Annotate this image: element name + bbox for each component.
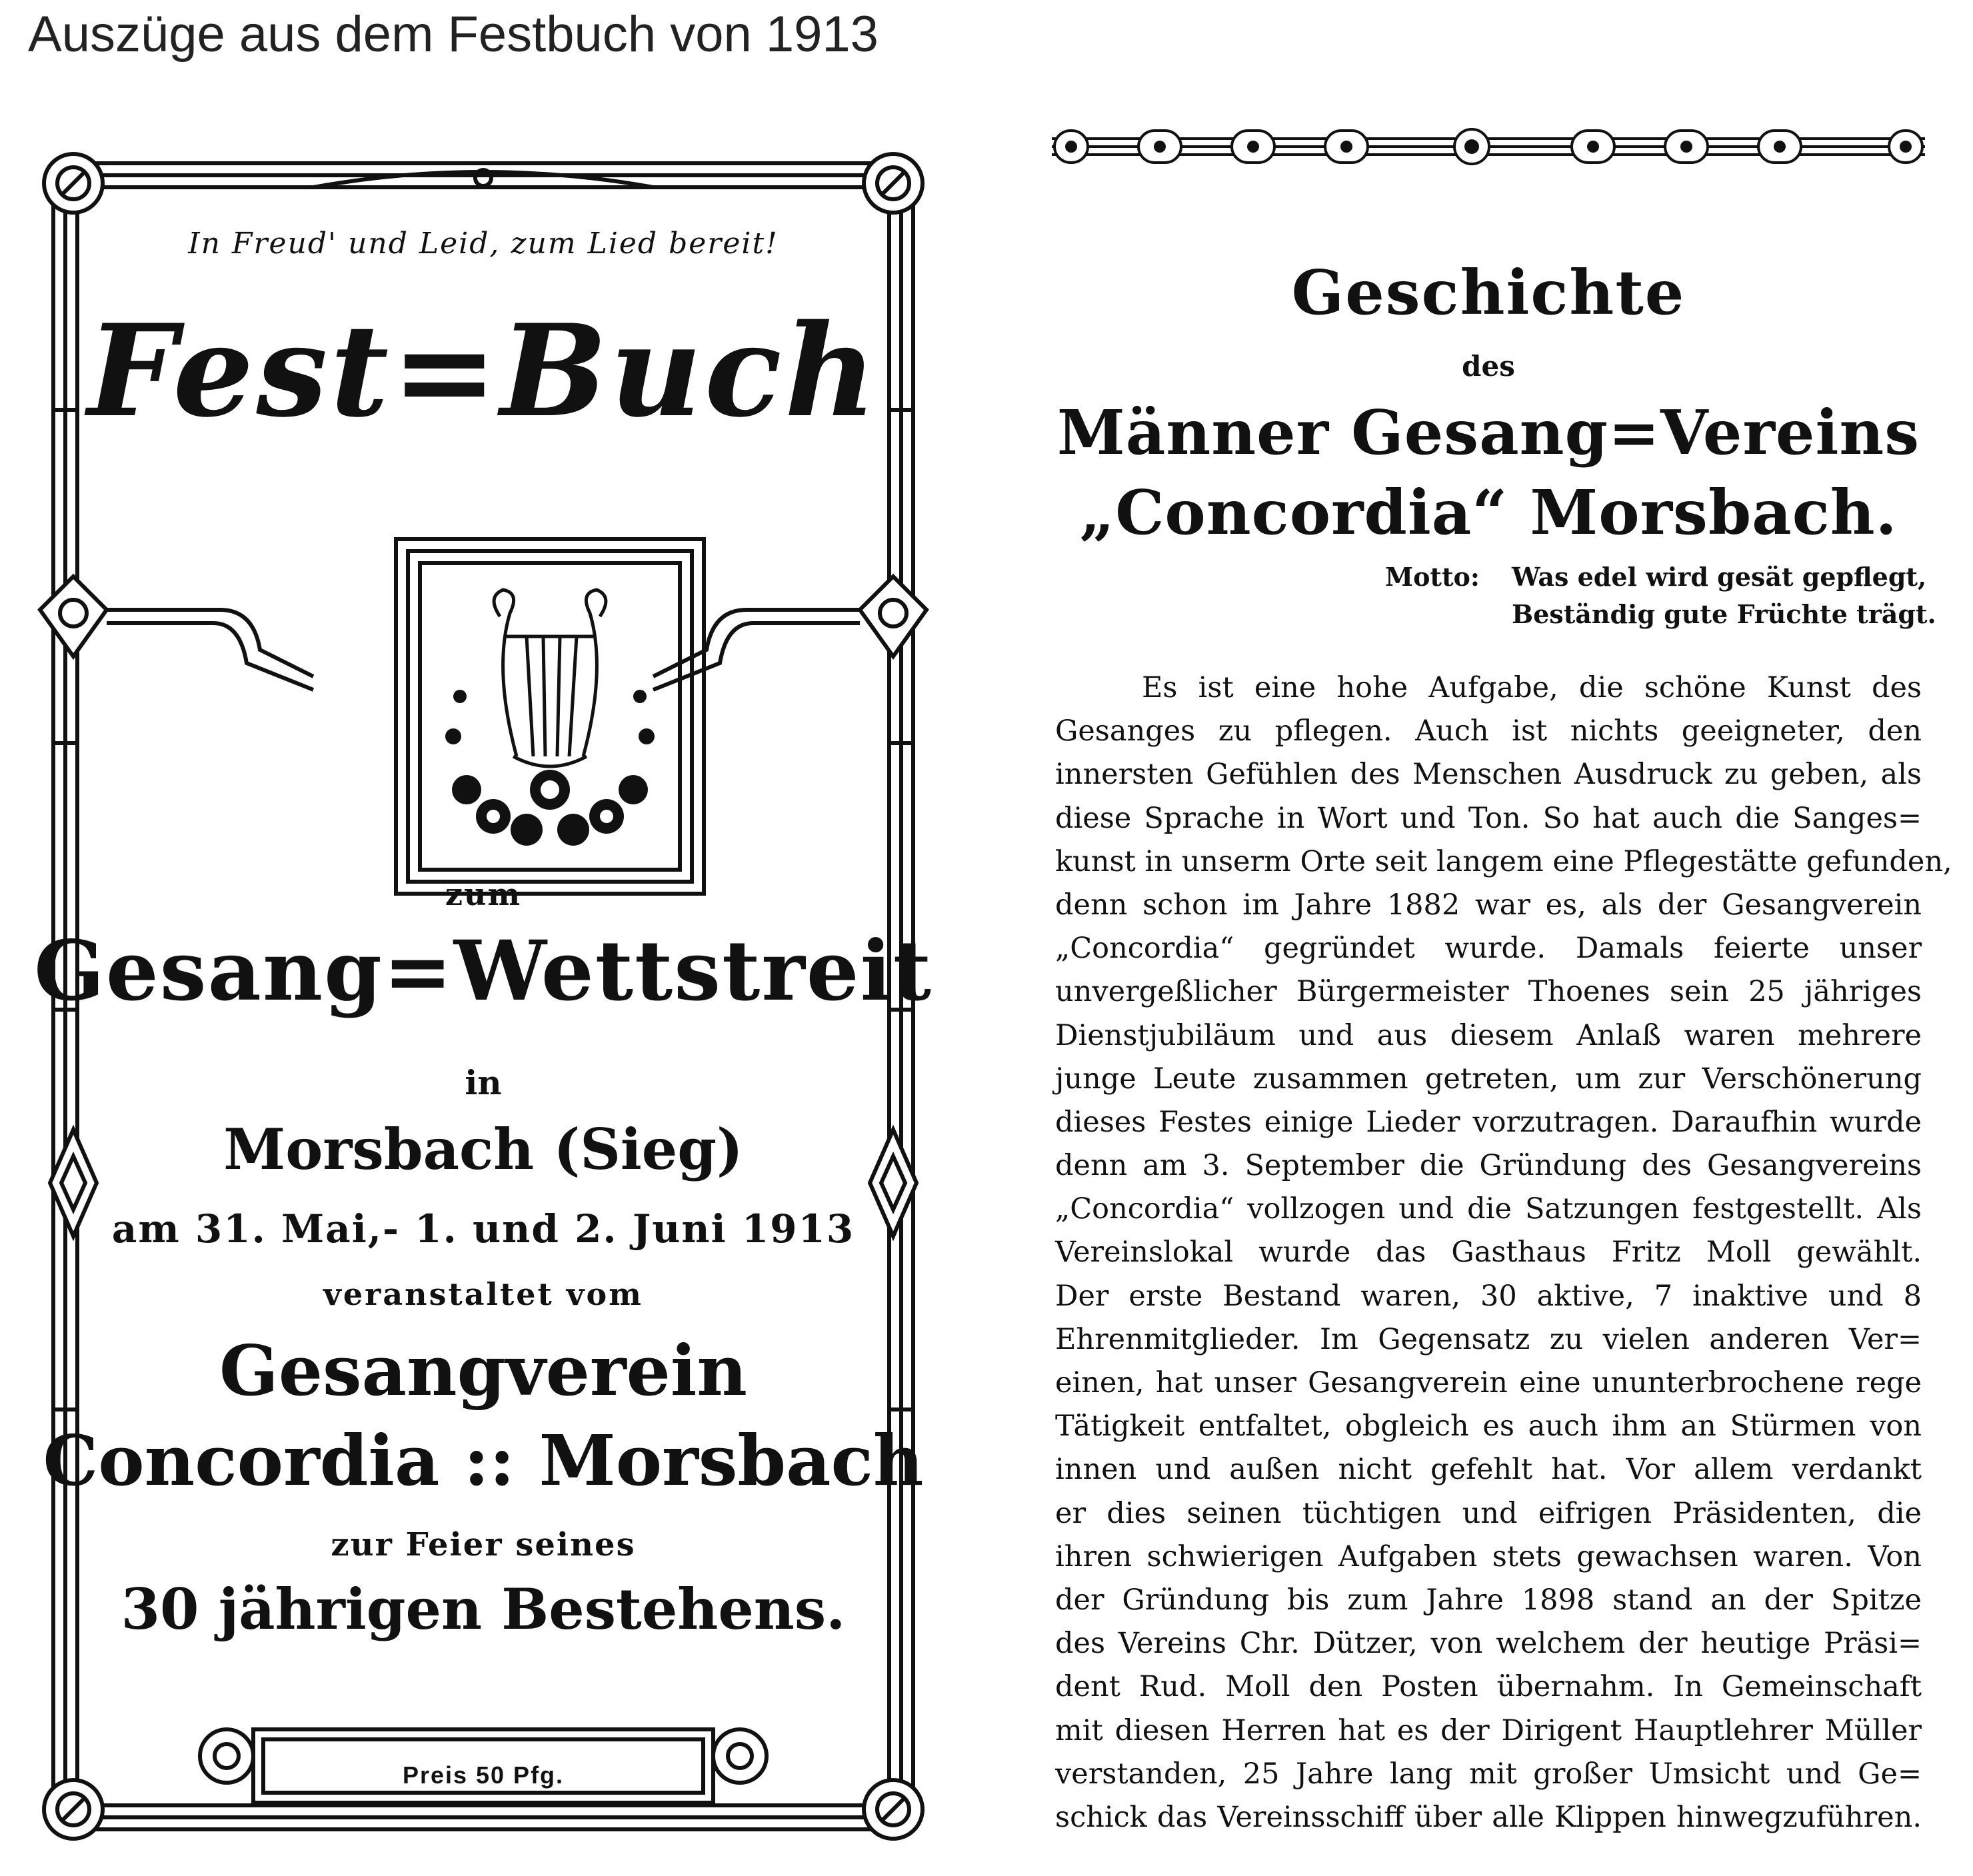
body-line: dent Rud. Moll den Posten übernahm. In Gemeinschaft: [1055, 1670, 1922, 1704]
body-line: Der erste Bestand waren, 30 aktive, 7 inaktive und 8: [1055, 1279, 1922, 1313]
history-motto: [1385, 558, 1936, 633]
body-line: Gesanges zu pflegen. Auch ist nichts geeigneter, den: [1055, 714, 1922, 748]
body-line: Es ist eine hohe Aufgabe, die schöne Kunst des: [1142, 671, 1922, 704]
body-line: innen und außen nicht gefehlt hat. Vor allem verdankt: [1055, 1453, 1922, 1487]
body-line: denn am 3. September die Gründung des Gesangvereins: [1055, 1149, 1922, 1183]
body-line: des Vereins Chr. Dützer, von welchem der heutige Präsi=: [1055, 1627, 1922, 1661]
body-line: dieses Festes einige Lieder vorzutragen. Daraufhin wurde: [1055, 1105, 1922, 1139]
cover-in: in: [465, 1063, 502, 1102]
cover-place: Morsbach (Sieg): [223, 1116, 743, 1182]
cover-organizer-intro: veranstaltet vom: [323, 1276, 643, 1312]
ornament-border: [1052, 127, 1925, 167]
history-page: [1052, 127, 1952, 1859]
festbuch-cover: [33, 143, 933, 1849]
body-line: Ehrenmitglieder. Im Gegensatz zu vielen anderen Ver=: [1055, 1322, 1922, 1356]
motto-label: Motto:: [1385, 562, 1480, 592]
history-title: Geschichte: [1291, 257, 1686, 329]
body-line: kunst in unserm Orte seit langem eine Pflegestätte gefunden,: [1055, 844, 1952, 878]
cover-title: Fest=Buch: [87, 297, 879, 445]
body-line: einen, hat unser Gesangverein eine ununterbrochene rege: [1055, 1366, 1922, 1400]
cover-dates: am 31. Mai,- 1. und 2. Juni 1913: [111, 1206, 855, 1252]
cover-event: Gesang=Wettstreit: [34, 923, 933, 1020]
body-line: verstanden, 25 Jahre lang mit großer Umsicht und Ge=: [1055, 1757, 1922, 1791]
page-title: Auszüge aus dem Festbuch von 1913: [28, 6, 879, 63]
motto-lines: [1512, 558, 1936, 633]
body-line: „Concordia“ gegründet wurde. Damals feierte unser: [1055, 932, 1922, 966]
body-line: „Concordia“ vollzogen und die Satzungen festgestellt. Als: [1055, 1192, 1922, 1226]
body-line: denn schon im Jahre 1882 war es, als der Gesangverein: [1055, 888, 1922, 922]
cover-zum: zum: [445, 876, 522, 912]
body-line: unvergeßlicher Bürgermeister Thoenes sein 25 jähriges: [1055, 975, 1922, 1009]
motto-line-1: Was edel wird gesät gepflegt,: [1512, 562, 1927, 592]
cover-occasion-intro: zur Feier seines: [331, 1526, 636, 1563]
body-line: der Gründung bis zum Jahre 1898 stand an der Spitze: [1055, 1583, 1922, 1617]
lyre-illustration: [393, 536, 707, 896]
body-line: innersten Gefühlen des Menschen Ausdruck zu geben, als: [1055, 758, 1922, 792]
body-line: schick das Vereinsschiff über alle Klippen hinwegzuführen.: [1055, 1800, 1922, 1834]
body-line: junge Leute zusammen getreten, um zur Verschönerung: [1055, 1062, 1922, 1096]
body-line: mit diesen Herren hat es der Dirigent Hauptlehrer Müller: [1055, 1713, 1922, 1747]
cover-price: Preis 50 Pfg.: [402, 1761, 565, 1789]
body-line: Vereinslokal wurde das Gasthaus Fritz Moll gewählt.: [1055, 1236, 1922, 1270]
history-body-text: [1055, 666, 1952, 1839]
history-des: des: [1462, 350, 1515, 383]
body-line: Tätigkeit entfaltet, obgleich es auch ihm an Stürmen von: [1055, 1409, 1922, 1443]
motto-line-2: Beständig gute Früchte trägt.: [1512, 599, 1936, 629]
body-line: diese Sprache in Wort und Ton. So hat auch die Sanges=: [1055, 801, 1922, 835]
body-line: Dienstjubiläum und aus diesem Anlaß waren mehrere: [1055, 1018, 1922, 1052]
body-line: ihren schwierigen Aufgaben stets gewachsen waren. Von: [1055, 1539, 1922, 1573]
cover-occasion: 30 jährigen Bestehens.: [121, 1576, 846, 1642]
cover-organizer-place: Concordia :: Morsbach: [43, 1419, 924, 1501]
cover-motto: In Freud' und Leid, zum Lied bereit!: [188, 227, 779, 261]
history-club-line-2: „Concordia“ Morsbach.: [1079, 476, 1898, 548]
history-club-line-1: Männer Gesang=Vereins: [1056, 397, 1920, 469]
cover-organizer-name: Gesangverein: [219, 1330, 747, 1411]
body-line: er dies seinen tüchtigen und eifrigen Präsidenten, die: [1055, 1496, 1922, 1530]
